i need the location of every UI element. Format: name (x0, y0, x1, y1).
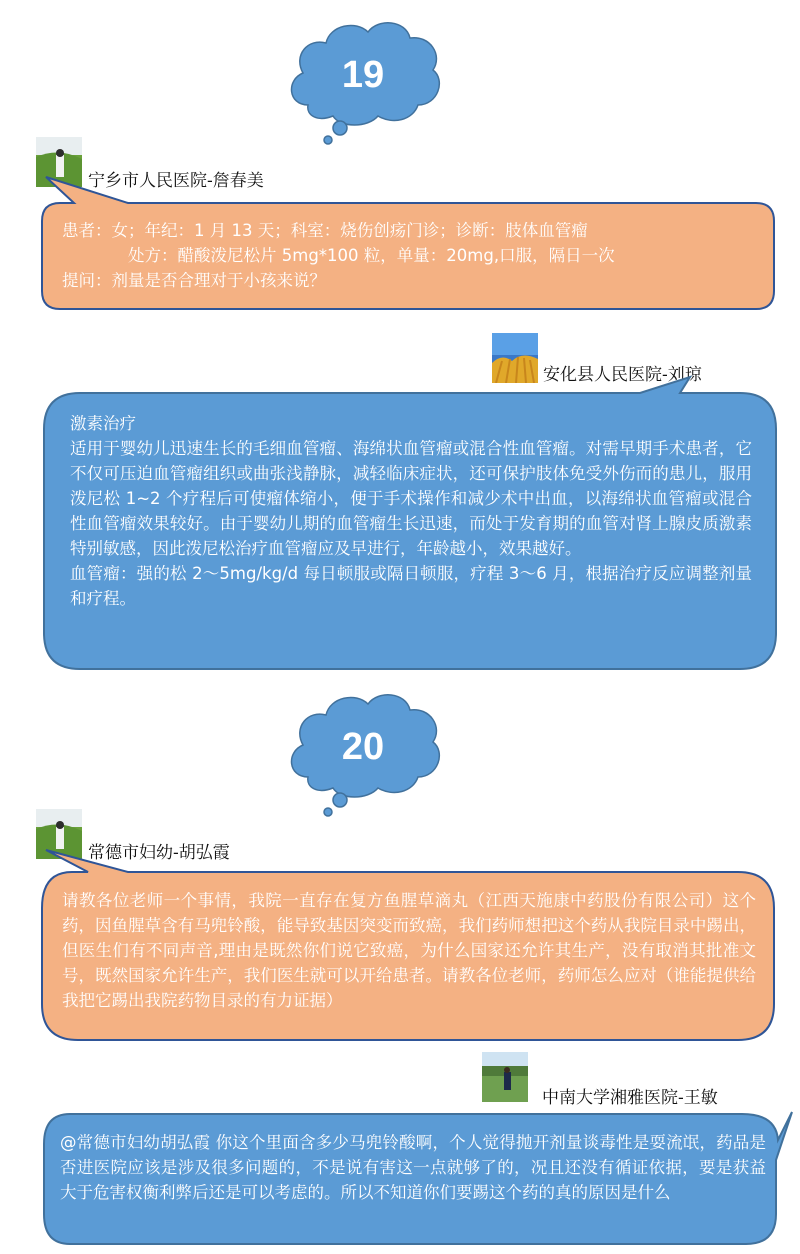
author-name: 中南大学湘雅医院-王敏 (542, 1088, 718, 1108)
question-bubble (38, 175, 778, 315)
answer-bubble (40, 1100, 796, 1248)
question-line: 提问：剂量是否合理对于小孩来说？ (62, 271, 326, 290)
answer-paragraph: 适用于婴幼儿迅速生长的毛细血管瘤、海绵状血管瘤或混合性血管瘤。对需早期手术患者，它不仅可压迫血管瘤组织或曲张浅静脉，减轻临床症状，还可保护肢体免受外伤而的患儿，服用泼尼松 1~2 个疗程后可使瘤体缩小，便于手术操作和减少术中出血，以海绵状血管瘤或混合性血管瘤效果较好。由于婴幼儿期的血管瘤生长迅速，而处于发育期的血管对肾上腺皮质激素特别敏感，因此泼尼松治疗血管瘤应及早进行，年龄越小，效果越好。 (70, 439, 752, 558)
author-name: 宁乡市人民医院-詹春美 (88, 171, 264, 191)
answer-title: 激素治疗 (70, 414, 136, 433)
question-text: 请教各位老师一个事情，我院一直存在复方鱼腥草滴丸（江西天施康中药股份有限公司）这个药，因鱼腥草含有马兜铃酸，能导致基因突变而致癌，我们药师想把这个药从我院目录中踢出，但医生们有不同声音,理由是既然你们说它致癌，为什么国家还允许其生产，没有取消其批准文号，既然国家允许生产，我们医生就可以开给患者。请教各位老师，药师怎么应对（谁能提供给我把它踢出我院药物目录的有力证据） (62, 891, 756, 1010)
question-bubble (38, 848, 778, 1044)
section-number-cloud-19 (278, 10, 448, 150)
section-number: 19 (341, 54, 385, 96)
avatar (482, 1052, 528, 1102)
author-name: 常德市妇幼-胡弘霞 (88, 843, 230, 863)
section-number: 20 (341, 726, 385, 768)
answer-bubble (40, 375, 780, 671)
author-name: 安化县人民医院-刘琼 (543, 365, 702, 385)
section-number-cloud-20 (278, 682, 448, 822)
answer-text: @常德市妇幼胡弘霞 你这个里面含多少马兜铃酸啊，个人觉得抛开剂量谈毒性是耍流氓，药品是否进医院应该是涉及很多问题的，不是说有害这一点就够了的，况且还没有循证依据，要是获益大于危害权衡利弊后还是可以考虑的。所以不知道你们要踢这个药的真的原因是什么 (60, 1133, 766, 1202)
answer-paragraph: 血管瘤：强的松 2～5mg/kg/d 每日顿服或隔日顿服，疗程 3～6 月，根据治疗反应调整剂量和疗程。 (70, 564, 752, 608)
question-line: 处方：醋酸泼尼松片 5mg*100 粒，单量：20mg,口服，隔日一次 (128, 246, 615, 265)
question-line: 患者：女；年纪：1 月 13 天；科室：烧伤创疡门诊；诊断：肢体血管瘤 (62, 221, 588, 240)
